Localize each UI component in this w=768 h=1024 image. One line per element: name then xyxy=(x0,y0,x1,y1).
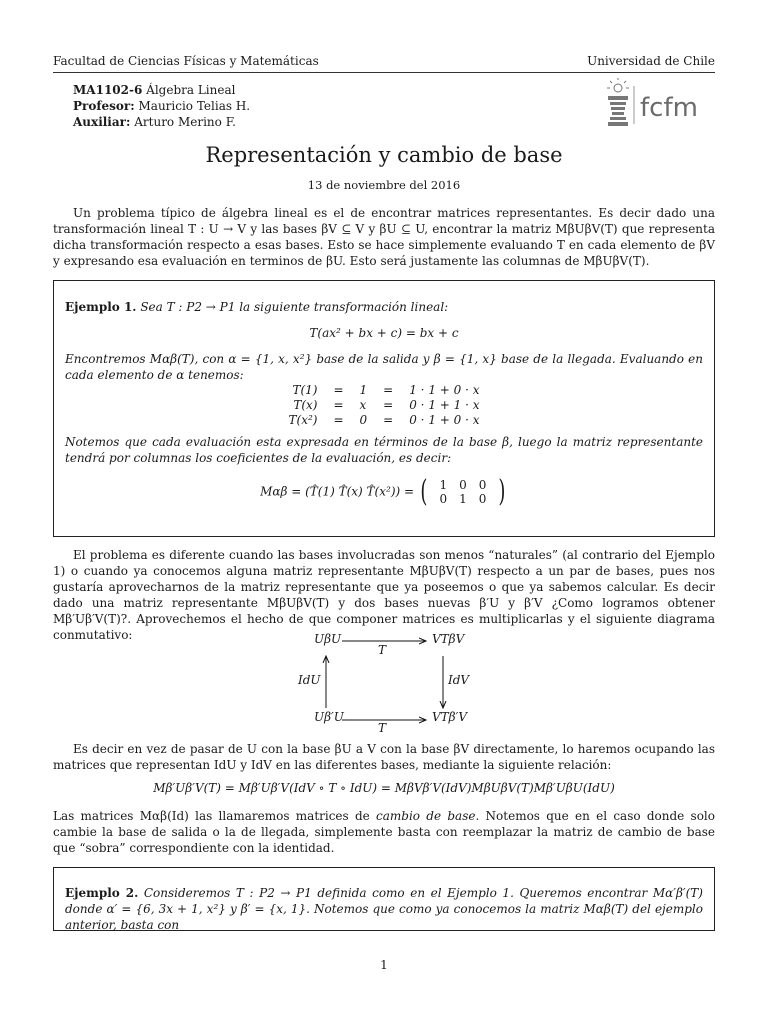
matrix-right-paren: ) xyxy=(498,474,506,509)
diagram-right-arrow-label: IdV xyxy=(448,673,470,687)
header-university: Universidad de Chile xyxy=(587,54,715,68)
intro-paragraph: Un problema típico de álgebra lineal es el de encontrar matrices representantes. Es decir dado una transformación lineal T : U → V y las bases βV ⊆ V y βU ⊆ U, encontrar la matriz MβUβV(T) que representa dicha transformación respecto a esas bases. Esto se hace simplemente evaluando T en cada elemento de βV y expresando esa evaluación en terminos de βU. Esto será justamente las columnas de MβUβV(T). xyxy=(53,206,715,268)
eval-combination: 0 · 1 + 0 · x xyxy=(409,413,480,427)
eval-eq: = xyxy=(333,383,344,397)
profesor-name: Mauricio Telias H. xyxy=(138,99,251,113)
matrix-body xyxy=(433,478,492,506)
diagram-top-right: VTβV xyxy=(432,632,465,646)
matrix-lhs: Mαβ = (T̂(1) T̂(x) T̂(x²)) = xyxy=(260,484,415,499)
eval-value: 1 xyxy=(359,383,368,397)
eval-combination: 1 · 1 + 0 · x xyxy=(409,383,480,397)
diagram-bottom-right: VTβ′V xyxy=(432,710,467,724)
change-of-basis-relation: Mβ′Uβ′V(T) = Mβ′Uβ′V(IdV ∘ T ∘ IdU) = MβVβ′V(IdV)MβUβV(T)Mβ′UβU(IdU) xyxy=(153,781,615,795)
matrix-cell: 0 xyxy=(439,492,448,506)
course-code: MA1102-6 xyxy=(73,83,143,97)
example-1-box xyxy=(53,280,715,537)
profesor-label: Profesor: xyxy=(73,99,135,113)
course-meta xyxy=(73,82,250,130)
matrix-row xyxy=(433,492,492,506)
matrix-left-paren: ( xyxy=(420,474,428,509)
example-1-equation: T(ax² + bx + c) = bx + c xyxy=(309,326,459,340)
eval-lhs: T(1) xyxy=(292,383,318,397)
example-1-text-1: Encontremos Mαβ(T), con α = {1, x, x²} base de la salida y β = {1, x} base de la llegada. Evaluando en cada elemento de α tenemos: xyxy=(65,352,703,382)
example-1-text-2: Notemos que cada evaluación esta expresada en términos de la base β, luego la matriz representante tendrá por columnas los coeficientes de la evaluación, es decir: xyxy=(65,435,703,465)
eval-eq: = xyxy=(383,413,394,427)
evaluation-row xyxy=(283,398,486,413)
course-name: Álgebra Lineal xyxy=(146,83,236,97)
example-2-box xyxy=(53,867,715,931)
diagram-top-left: UβU xyxy=(314,632,342,646)
paragraph-3: Es decir en vez de pasar de U con la base βU a V con la base βV directamente, lo haremos ocupando las matrices que representan IdU y IdV en las diferentes bases, mediante la siguiente relación: xyxy=(53,742,715,772)
eval-eq: = xyxy=(383,398,394,412)
diagram-left-arrow-label: IdU xyxy=(298,673,321,687)
auxiliar-name: Arturo Merino F. xyxy=(134,115,236,129)
diagram-bottom-arrow-label: T xyxy=(378,721,387,735)
eval-value: x xyxy=(359,398,367,412)
paragraph-4-start: Las matrices Mαβ(Id) las llamaremos matrices de xyxy=(53,809,370,823)
matrix-cell: 1 xyxy=(459,492,467,506)
matrix-cell: 1 xyxy=(439,478,448,492)
fcfm-logo-text: fcfm xyxy=(640,93,698,123)
matrix-row xyxy=(433,478,492,492)
eval-lhs: T(x) xyxy=(293,398,318,412)
page-number: 1 xyxy=(380,958,388,972)
example-2-statement: Consideremos T : P2 → P1 definida como en el Ejemplo 1. Queremos encontrar Mα′β′(T) donde α′ = {6, 3x + 1, x²} y β′ = {x, 1}. Notemos que como ya conocemos la matriz Mαβ(T) del ejemplo anterior, basta con xyxy=(65,886,703,932)
header-faculty: Facultad de Ciencias Físicas y Matemáticas xyxy=(53,54,319,68)
paragraph-4 xyxy=(53,808,715,856)
paragraph-4-emphasis: cambio de base xyxy=(376,809,476,823)
fcfm-logo xyxy=(604,78,716,128)
commutative-diagram xyxy=(298,628,470,735)
diagram-top-arrow-label: T xyxy=(378,643,387,657)
fcfm-logo-graphic xyxy=(604,78,716,128)
eval-value: 0 xyxy=(359,413,368,427)
evaluation-row xyxy=(283,413,486,428)
diagram-bottom-left: Uβ′U xyxy=(314,710,344,724)
auxiliar-label: Auxiliar: xyxy=(73,115,131,129)
eval-eq: = xyxy=(383,383,394,397)
example-1-matrix-equation xyxy=(65,474,703,509)
example-1-evaluations xyxy=(283,383,486,428)
eval-eq: = xyxy=(333,398,344,412)
matrix-cell: 0 xyxy=(478,492,487,506)
eval-combination: 0 · 1 + 1 · x xyxy=(409,398,480,412)
matrix-cell: 0 xyxy=(478,478,487,492)
paragraph-2: El problema es diferente cuando las bases involucradas son menos “naturales” (al contrario del Ejemplo 1) o cuando ya conocemos alguna matriz representante MβUβV(T) respecto a un par de bases, pues nos gustaría aprovecharnos de la matriz representante que ya poseemos o que ya sabemos calcular. Es decir dado una matriz representante MβUβV(T) y dos bases nuevas β′U y β′V ¿Como logramos obtener Mβ′Uβ′V(T)?. Aprovechemos el hecho de que componer matrices es multiplicarlas y el siguiente diagrama conmutativo: xyxy=(53,548,715,642)
paragraph-4-end: . Notemos que en el caso donde solo cambie la base de salida o la de llegada, simplemente basta con reemplazar la matriz de cambio de base que “sobra” correspondiente con la identidad. xyxy=(53,809,715,855)
eval-lhs: T(x²) xyxy=(288,413,318,427)
header-rule xyxy=(53,72,715,73)
matrix-cell: 0 xyxy=(459,478,467,492)
example-2-label: Ejemplo 2. xyxy=(65,886,139,900)
example-1-statement: Sea T : P2 → P1 la siguiente transformación lineal: xyxy=(140,300,449,314)
document-date: 13 de noviembre del 2016 xyxy=(307,178,461,192)
evaluation-row xyxy=(283,383,486,398)
eval-eq: = xyxy=(333,413,344,427)
example-1-label: Ejemplo 1. xyxy=(65,300,137,314)
document-title: Representación y cambio de base xyxy=(205,143,563,167)
